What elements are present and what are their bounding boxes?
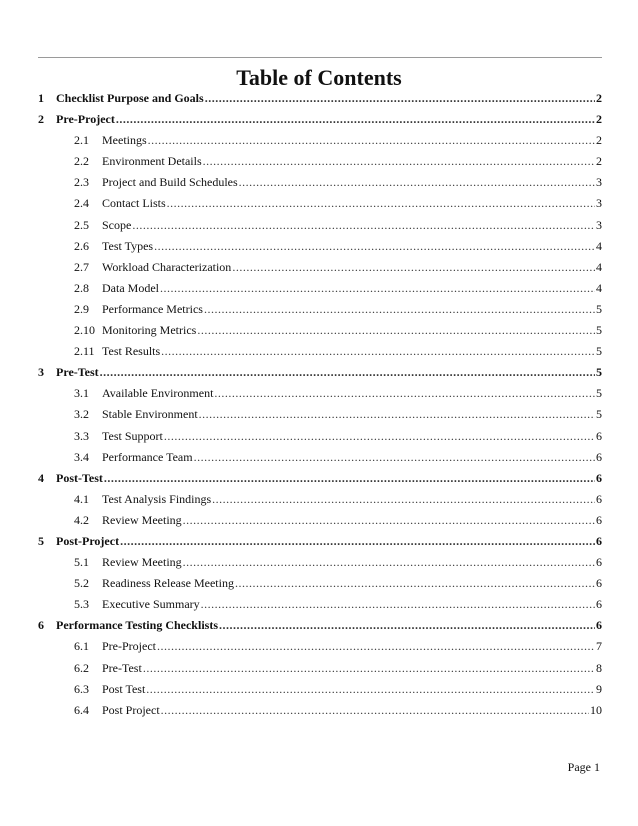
toc-entry-number: 5.2: [74, 576, 89, 591]
toc-entry-title: Stable Environment: [102, 407, 198, 422]
toc-dot-leader: [219, 618, 595, 633]
toc-section-entry[interactable]: [38, 112, 602, 133]
toc-entry-title: Performance Testing Checklists: [56, 618, 218, 633]
toc-entry-title: Post-Test: [56, 470, 103, 485]
toc-entry-page: 7: [596, 639, 602, 654]
toc-dot-leader: [154, 239, 595, 254]
toc-entry-number: 6.1: [74, 639, 89, 654]
toc-subsection-entry[interactable]: [38, 260, 602, 281]
toc-entry-number: 2.10: [74, 323, 95, 338]
toc-subsection-entry[interactable]: [38, 555, 602, 576]
toc-entry-page: 8: [596, 660, 602, 675]
toc-subsection-entry[interactable]: [38, 175, 602, 196]
toc-entry-number: 2.1: [74, 133, 89, 148]
toc-entry-page: 6: [596, 533, 602, 548]
toc-entry-page: 3: [596, 175, 602, 190]
toc-entry-title: Test Results: [102, 344, 161, 359]
toc-subsection-entry[interactable]: [38, 281, 602, 302]
toc-dot-leader: [146, 682, 595, 697]
toc-dot-leader: [183, 555, 595, 570]
toc-entry-number: 3: [38, 365, 44, 380]
toc-entry-page: 2: [596, 133, 602, 148]
toc-entry-title: Data Model: [102, 280, 159, 295]
toc-subsection-entry[interactable]: [38, 239, 602, 260]
toc-subsection-entry[interactable]: [38, 218, 602, 239]
toc-subsection-entry[interactable]: [38, 682, 602, 703]
toc-dot-leader: [120, 534, 595, 549]
toc-entry-page: 2: [596, 112, 602, 127]
toc-entry-number: 5.3: [74, 597, 89, 612]
toc-section-entry[interactable]: [38, 365, 602, 386]
toc-dot-leader: [148, 133, 595, 148]
toc-subsection-entry[interactable]: [38, 513, 602, 534]
toc-entry-title: Available Environment: [102, 386, 214, 401]
toc-dot-leader: [132, 218, 595, 233]
toc-entry-title: Test Analysis Findings: [102, 491, 212, 506]
toc-entry-number: 2.6: [74, 238, 89, 253]
toc-entry-number: 2.3: [74, 175, 89, 190]
toc-entry-number: 2.11: [74, 344, 95, 359]
toc-entry-page: 5: [596, 386, 602, 401]
table-of-contents: [38, 91, 602, 724]
toc-entry-title: Workload Characterization: [102, 259, 232, 274]
toc-dot-leader: [161, 703, 589, 718]
toc-section-entry[interactable]: [38, 534, 602, 555]
toc-section-entry[interactable]: [38, 471, 602, 492]
toc-subsection-entry[interactable]: [38, 576, 602, 597]
toc-dot-leader: [160, 281, 595, 296]
toc-dot-leader: [104, 471, 595, 486]
toc-dot-leader: [203, 154, 595, 169]
toc-subsection-entry[interactable]: [38, 344, 602, 365]
toc-subsection-entry[interactable]: [38, 196, 602, 217]
toc-section-entry[interactable]: [38, 91, 602, 112]
toc-subsection-entry[interactable]: [38, 661, 602, 682]
toc-dot-leader: [143, 661, 595, 676]
toc-entry-number: 1: [38, 91, 44, 105]
toc-entry-number: 6.4: [74, 702, 89, 717]
toc-entry-page: 4: [596, 259, 602, 274]
toc-dot-leader: [204, 302, 595, 317]
toc-entry-number: 6: [38, 618, 44, 633]
toc-entry-number: 2.8: [74, 280, 89, 295]
toc-entry-number: 2.9: [74, 301, 89, 316]
toc-entry-page: 6: [596, 512, 602, 527]
toc-entry-number: 5: [38, 533, 44, 548]
toc-subsection-entry[interactable]: [38, 407, 602, 428]
toc-dot-leader: [235, 576, 595, 591]
toc-subsection-entry[interactable]: [38, 703, 602, 724]
toc-entry-page: 2: [596, 91, 602, 105]
toc-entry-title: Project and Build Schedules: [102, 175, 238, 190]
toc-entry-page: 4: [596, 280, 602, 295]
toc-entry-page: 5: [596, 301, 602, 316]
toc-dot-leader: [201, 597, 595, 612]
toc-entry-page: 6: [596, 449, 602, 464]
toc-entry-number: 6.2: [74, 660, 89, 675]
toc-entry-title: Pre-Project: [102, 639, 156, 654]
toc-subsection-entry[interactable]: [38, 597, 602, 618]
toc-entry-page: 6: [596, 597, 602, 612]
toc-entry-page: 4: [596, 238, 602, 253]
toc-dot-leader: [100, 365, 595, 380]
toc-section-entry[interactable]: [38, 618, 602, 639]
toc-entry-number: 5.1: [74, 555, 89, 570]
toc-entry-title: Pre-Test: [102, 660, 142, 675]
toc-entry-number: 4.2: [74, 512, 89, 527]
toc-entry-page: 10: [590, 702, 602, 717]
toc-subsection-entry[interactable]: [38, 133, 602, 154]
toc-entry-number: 2.2: [74, 154, 89, 169]
toc-entry-number: 4: [38, 470, 44, 485]
toc-entry-title: Post Project: [102, 702, 160, 717]
toc-entry-title: Review Meeting: [102, 555, 182, 570]
toc-dot-leader: [183, 513, 595, 528]
header-rule: [38, 57, 602, 58]
toc-entry-page: 6: [596, 576, 602, 591]
toc-entry-page: 6: [596, 555, 602, 570]
toc-subsection-entry[interactable]: [38, 154, 602, 175]
toc-entry-number: 2: [38, 112, 44, 127]
toc-dot-leader: [205, 91, 595, 106]
toc-entry-page: 2: [596, 154, 602, 169]
toc-dot-leader: [116, 112, 595, 127]
toc-entry-page: 5: [596, 323, 602, 338]
toc-entry-page: 6: [596, 428, 602, 443]
toc-dot-leader: [161, 344, 595, 359]
toc-subsection-entry[interactable]: [38, 323, 602, 344]
toc-dot-leader: [212, 492, 595, 507]
toc-dot-leader: [167, 196, 595, 211]
toc-entry-title: Checklist Purpose and Goals: [56, 91, 204, 105]
toc-entry-number: 3.1: [74, 386, 89, 401]
toc-entry-number: 4.1: [74, 491, 89, 506]
toc-entry-title: Test Support: [102, 428, 163, 443]
toc-entry-number: 2.5: [74, 217, 89, 232]
toc-entry-page: 5: [596, 365, 602, 380]
toc-entry-page: 5: [596, 407, 602, 422]
toc-entry-number: 2.4: [74, 196, 89, 211]
toc-entry-title: Review Meeting: [102, 512, 182, 527]
toc-entry-title: Performance Team: [102, 449, 193, 464]
toc-dot-leader: [164, 429, 595, 444]
toc-entry-title: Contact Lists: [102, 196, 166, 211]
toc-dot-leader: [214, 386, 595, 401]
toc-entry-title: Post Test: [102, 681, 146, 696]
page-title: Table of Contents: [236, 65, 402, 90]
toc-subsection-entry[interactable]: [38, 302, 602, 323]
toc-subsection-entry[interactable]: [38, 386, 602, 407]
toc-entry-number: 3.4: [74, 449, 89, 464]
toc-entry-title: Environment Details: [102, 154, 202, 169]
toc-entry-title: Executive Summary: [102, 597, 200, 612]
toc-entry-number: 3.3: [74, 428, 89, 443]
toc-entry-title: Monitoring Metrics: [102, 323, 197, 338]
toc-subsection-entry[interactable]: [38, 450, 602, 471]
toc-subsection-entry[interactable]: [38, 492, 602, 513]
toc-entry-title: Post-Project: [56, 533, 120, 548]
toc-entry-title: Performance Metrics: [102, 301, 203, 316]
toc-entry-title: Pre-Project: [56, 112, 115, 127]
toc-subsection-entry[interactable]: [38, 639, 602, 660]
toc-entry-page: 3: [596, 217, 602, 232]
toc-entry-title: Test Types: [102, 238, 154, 253]
toc-dot-leader: [239, 175, 595, 190]
toc-entry-page: 6: [596, 618, 602, 633]
toc-dot-leader: [157, 639, 595, 654]
toc-dot-leader: [194, 450, 595, 465]
toc-dot-leader: [197, 323, 595, 338]
toc-entry-number: 2.7: [74, 259, 89, 274]
toc-entry-title: Meetings: [102, 133, 147, 148]
toc-entry-page: 5: [596, 344, 602, 359]
toc-entry-number: 3.2: [74, 407, 89, 422]
toc-entry-page: 6: [596, 491, 602, 506]
toc-entry-title: Readiness Release Meeting: [102, 576, 234, 591]
toc-entry-page: 6: [596, 470, 602, 485]
page-number: Page 1: [567, 760, 600, 774]
toc-entry-title: Pre-Test: [56, 365, 99, 380]
toc-dot-leader: [232, 260, 595, 275]
toc-entry-number: 6.3: [74, 681, 89, 696]
toc-subsection-entry[interactable]: [38, 429, 602, 450]
toc-entry-page: 3: [596, 196, 602, 211]
toc-entry-page: 9: [596, 681, 602, 696]
toc-entry-title: Scope: [102, 217, 132, 232]
toc-dot-leader: [199, 407, 595, 422]
